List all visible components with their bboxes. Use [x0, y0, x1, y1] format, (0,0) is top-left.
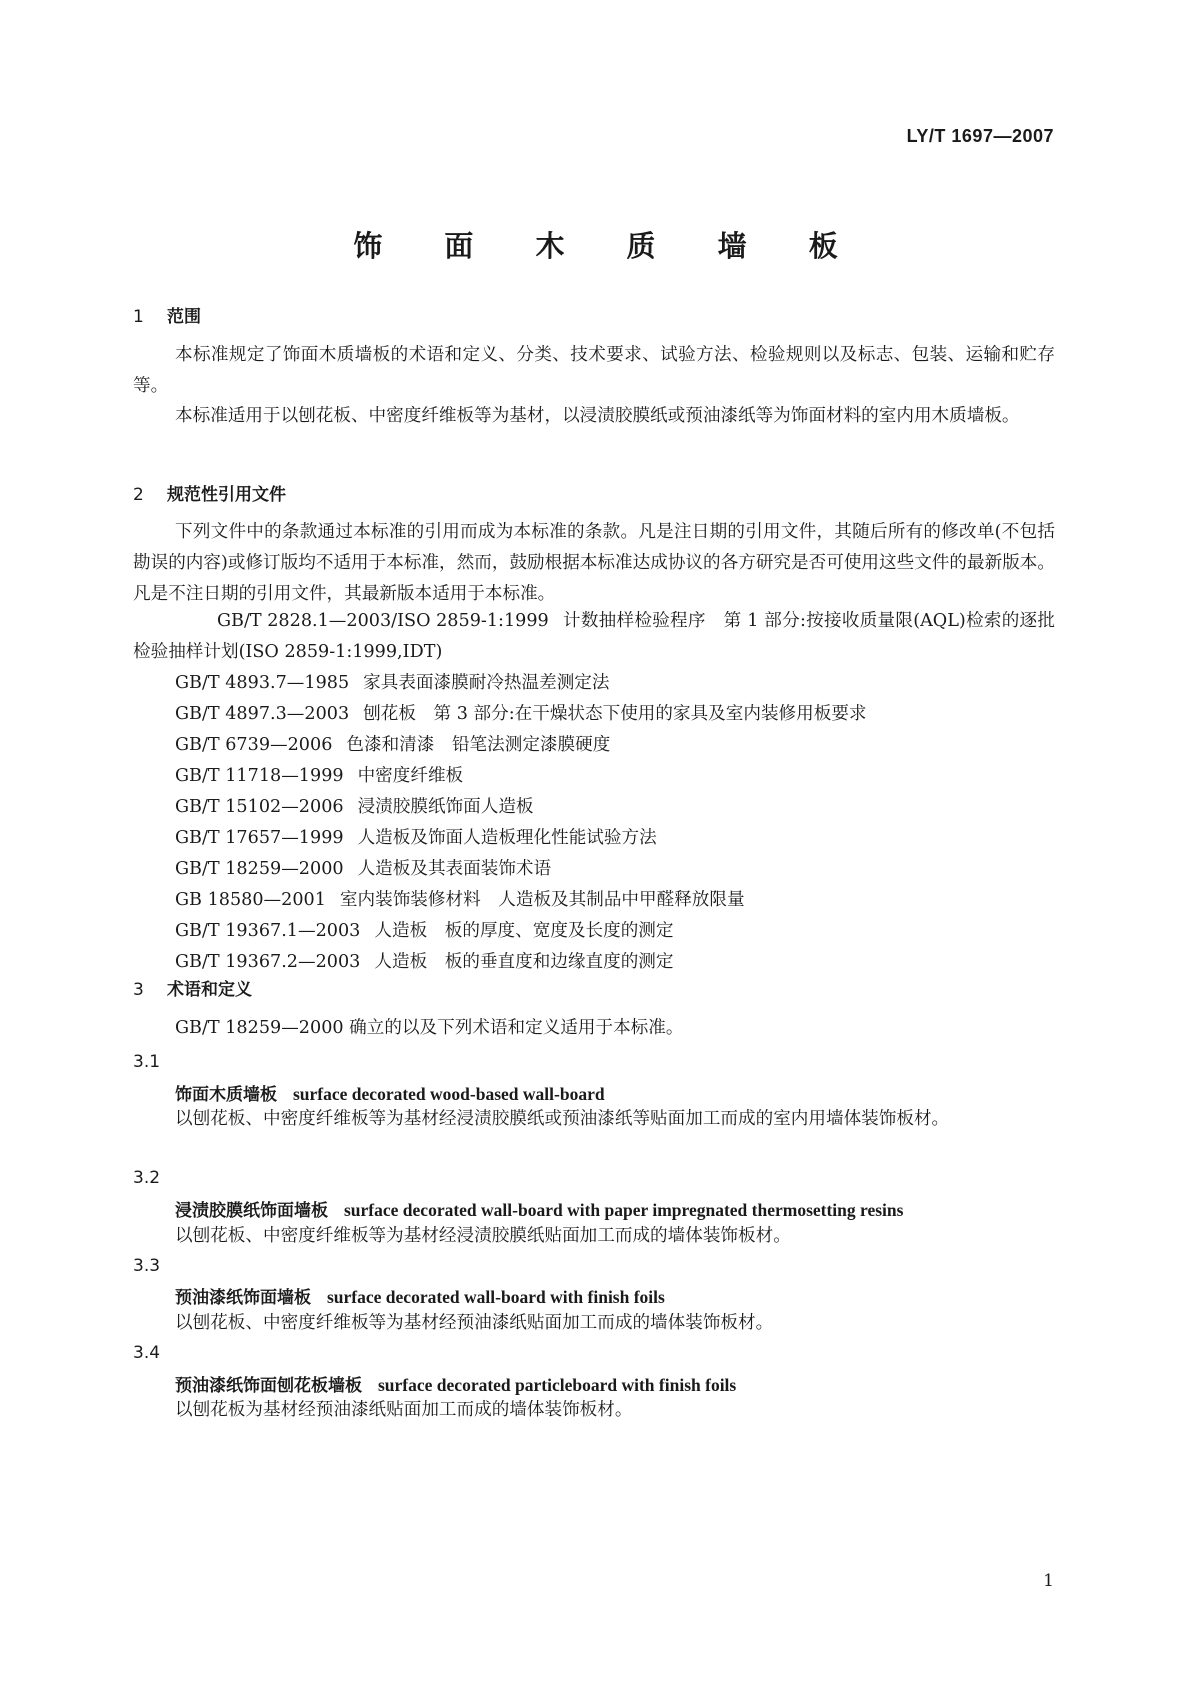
document-title: 饰 面 木 质 墙 板: [353, 229, 864, 263]
reference-item: [133, 823, 1055, 854]
reference-code: GB/T 11718—1999: [175, 766, 344, 786]
reference-code: GB/T 6739—2006: [175, 735, 333, 755]
reference-item: [133, 606, 1055, 668]
term-en: surface decorated wall-board with finish foils: [327, 1287, 665, 1307]
term-definition: 以刨花板、中密度纤维板等为基材经浸渍胶膜纸或预油漆纸等贴面加工而成的室内用墙体装饰板材。: [175, 1109, 950, 1129]
reference-code: GB/T 19367.2—2003: [175, 952, 361, 972]
reference-title: 人造板 板的厚度、宽度及长度的测定: [374, 921, 674, 941]
reference-title: 中密度纤维板: [357, 766, 464, 786]
reference-item: [133, 885, 1055, 916]
term-number: 3.4: [133, 1343, 161, 1363]
terms-intro: GB/T 18259—2000 确立的以及下列术语和定义适用于本标准。: [175, 1018, 684, 1038]
term-zh: 预油漆纸饰面墙板: [175, 1288, 311, 1308]
reference-code: GB/T 4893.7—1985: [175, 673, 350, 693]
term-number: 3.3: [133, 1256, 161, 1276]
term-zh: 饰面木质墙板: [175, 1085, 277, 1105]
term-heading: [175, 1196, 903, 1221]
scope-paragraph-1: 本标准规定了饰面木质墙板的术语和定义、分类、技术要求、试验方法、检验规则以及标志、包装、运输和贮存等。: [133, 345, 1055, 396]
term-heading: [175, 1080, 605, 1105]
standard-number: LY/T 1697—2007: [906, 126, 1054, 146]
reference-item: [133, 761, 1055, 792]
reference-item: [133, 947, 1055, 978]
reference-title: 浸渍胶膜纸饰面人造板: [357, 797, 534, 817]
term-heading: [175, 1371, 736, 1396]
section-number: 3: [133, 980, 144, 1000]
term-definition: 以刨花板为基材经预油漆纸贴面加工而成的墙体装饰板材。: [175, 1400, 633, 1420]
term-en: surface decorated wood-based wall-board: [293, 1084, 605, 1104]
reference-list: [133, 606, 1055, 978]
term-number: 3.1: [133, 1052, 161, 1072]
reference-title: 刨花板 第 3 部分:在干燥状态下使用的家具及室内装修用板要求: [363, 704, 867, 724]
reference-title: 人造板及饰面人造板理化性能试验方法: [357, 828, 657, 848]
section-title: 范围: [167, 307, 201, 327]
reference-code: GB/T 19367.1—2003: [175, 921, 361, 941]
page-number: 1: [1043, 1571, 1054, 1591]
section-title: 规范性引用文件: [167, 485, 286, 505]
section-heading-references: [133, 480, 286, 505]
term-heading: [175, 1283, 665, 1308]
section-heading-scope: [133, 302, 201, 327]
reference-code: GB/T 15102—2006: [175, 797, 344, 817]
reference-code: GB/T 17657—1999: [175, 828, 344, 848]
reference-title: 室内装饰装修材料 人造板及其制品中甲醛释放限量: [339, 890, 745, 910]
reference-item: [133, 854, 1055, 885]
term-en: surface decorated particleboard with finish foils: [378, 1375, 737, 1395]
reference-title: 色漆和清漆 铅笔法测定漆膜硬度: [346, 735, 611, 755]
section-title: 术语和定义: [167, 980, 252, 1000]
reference-title: 家具表面漆膜耐冷热温差测定法: [363, 673, 610, 693]
term-definition: 以刨花板、中密度纤维板等为基材经预油漆纸贴面加工而成的墙体装饰板材。: [175, 1313, 774, 1333]
scope-paragraph-2: 本标准适用于以刨花板、中密度纤维板等为基材，以浸渍胶膜纸或预油漆纸等为饰面材料的室内用木质墙板。: [175, 406, 1020, 426]
reference-item: [133, 699, 1055, 730]
reference-title: 人造板 板的垂直度和边缘直度的测定: [374, 952, 674, 972]
term-en: surface decorated wall-board with paper impregnated thermosetting resins: [344, 1200, 904, 1220]
term-zh: 浸渍胶膜纸饰面墙板: [175, 1201, 328, 1221]
reference-item: [133, 792, 1055, 823]
reference-code: GB/T 18259—2000: [175, 859, 344, 879]
reference-item: [133, 916, 1055, 947]
section-number: 2: [133, 485, 144, 505]
references-intro: 下列文件中的条款通过本标准的引用而成为本标准的条款。凡是注日期的引用文件，其随后所有的修改单(不包括勘误的内容)或修订版均不适用于本标准，然而，鼓励根据本标准达成协议的各方研究是否可使用这些文件的最新版本。凡是不注日期的引用文件，其最新版本适用于本标准。: [133, 522, 1055, 604]
reference-title: 人造板及其表面装饰术语: [357, 859, 552, 879]
section-heading-terms: [133, 975, 252, 1000]
term-definition: 以刨花板、中密度纤维板等为基材经浸渍胶膜纸贴面加工而成的墙体装饰板材。: [175, 1226, 791, 1246]
term-number: 3.2: [133, 1168, 161, 1188]
term-zh: 预油漆纸饰面刨花板墙板: [175, 1376, 362, 1396]
reference-item: [133, 730, 1055, 761]
reference-title: 计数抽样检验程序 第 1 部分:按接收质量限(AQL)检索的逐批检验抽样计划(ISO 2859-1:1999,IDT): [133, 611, 1055, 662]
reference-code: GB 18580—2001: [175, 890, 326, 910]
section-number: 1: [133, 307, 144, 327]
reference-item: [133, 668, 1055, 699]
reference-code: GB/T 4897.3—2003: [175, 704, 350, 724]
reference-code: GB/T 2828.1—2003/ISO 2859-1:1999: [217, 611, 549, 631]
